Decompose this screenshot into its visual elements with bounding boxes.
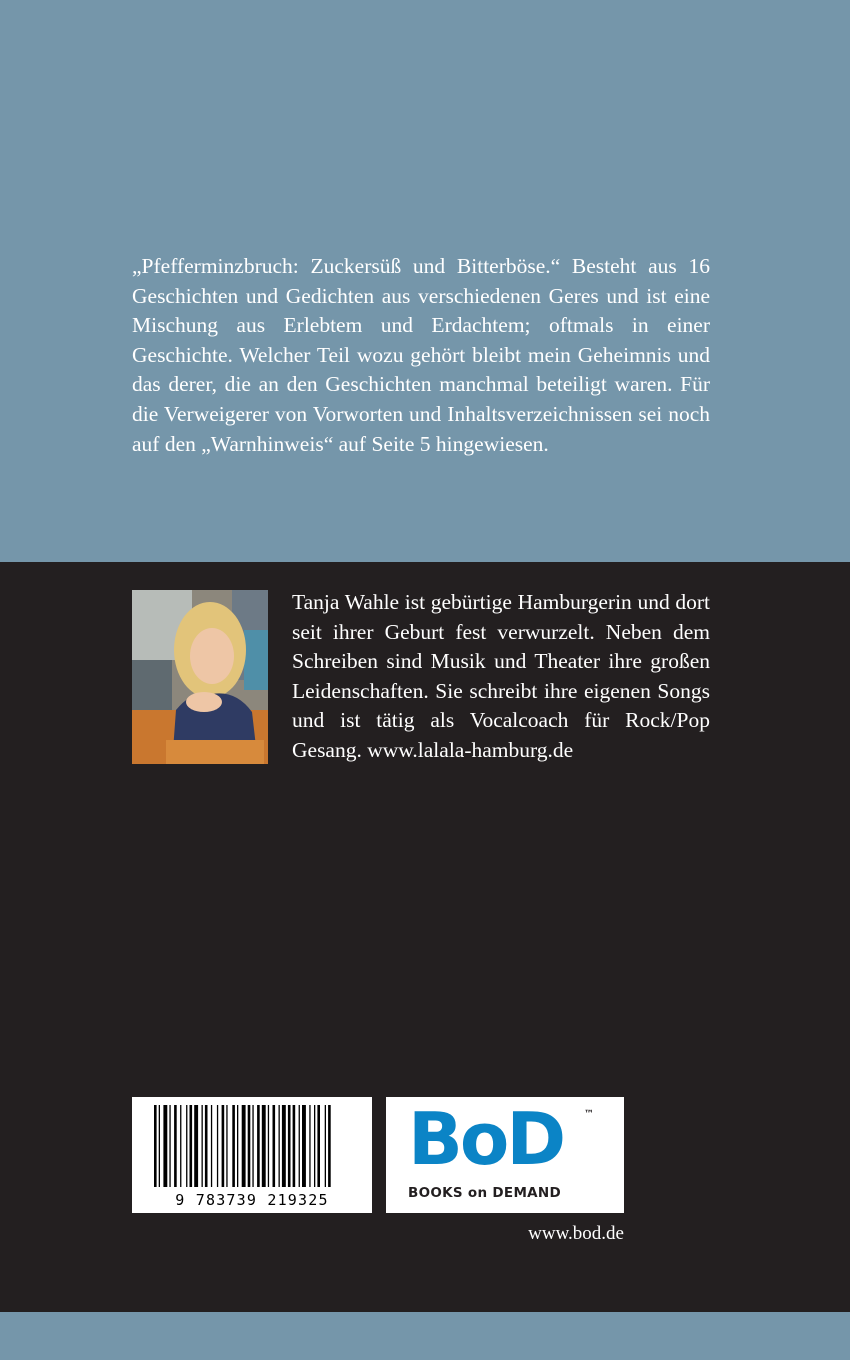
isbn-barcode (132, 1097, 372, 1213)
barcode-bar (237, 1105, 238, 1187)
barcode-bar (186, 1105, 187, 1187)
barcode-bar (328, 1105, 331, 1187)
barcode-bar (174, 1105, 177, 1187)
barcode-bar (154, 1105, 157, 1187)
barcode-bar (279, 1105, 280, 1187)
barcode-bar (314, 1105, 315, 1187)
author-portrait-image (132, 590, 268, 764)
barcode-bar (262, 1105, 266, 1187)
barcode-bar (226, 1105, 227, 1187)
trademark-mark: ™ (584, 1109, 594, 1120)
barcode-bar (205, 1105, 208, 1187)
barcode-bars (132, 1097, 372, 1193)
barcode-bar (317, 1105, 320, 1187)
barcode-bar (180, 1105, 181, 1187)
barcode-bar (252, 1105, 253, 1187)
publisher-url: www.bod.de (528, 1223, 624, 1244)
barcode-bar (232, 1105, 235, 1187)
barcode-bar (248, 1105, 251, 1187)
barcode-bar (309, 1105, 310, 1187)
barcode-bar (288, 1105, 291, 1187)
barcode-bar (242, 1105, 246, 1187)
barcode-digits: 9 783739 219325 (175, 1191, 329, 1209)
book-blurb: „Pfefferminzbruch: Zuckersüß und Bitterböse.“ Besteht aus 16 Geschichten und Gedichten aus verschiedenen Geres und ist eine Mischung aus Erlebtem und Erdachtem; oftmals in einer Geschichte. Welcher Teil wozu gehört bleibt mein Geheimnis und das derer, die an den Geschichten manchmal beteiligt waren. Für die Verweigerer von Vorworten und Inhaltsverzeichnissen sei noch auf den „Warnhinweis“ auf Seite 5 hingewiesen. (132, 254, 710, 456)
barcode-bar (325, 1105, 326, 1187)
barcode-bar (159, 1105, 160, 1187)
author-photo (132, 590, 268, 764)
barcode-bar (190, 1105, 193, 1187)
barcode-bar (273, 1105, 276, 1187)
barcode-bar (302, 1105, 306, 1187)
barcode-bar (222, 1105, 225, 1187)
barcode-bar (257, 1105, 260, 1187)
barcode-bar (163, 1105, 167, 1187)
barcode-bar (268, 1105, 269, 1187)
barcode-bar (169, 1105, 170, 1187)
barcode-bar (299, 1105, 300, 1187)
bod-logo-word: BoD (408, 1097, 564, 1181)
bottom-blue-strip (0, 1312, 850, 1360)
top-blue-band (0, 0, 850, 562)
bod-tagline: BOOKS on DEMAND (408, 1185, 562, 1201)
barcode-bar (282, 1105, 286, 1187)
author-bio: Tanja Wahle ist gebürtige Hamburgerin und dort seit ihrer Geburt fest verwurzelt. Neben dem Schreiben sind Musik und Theater ihre großen Leidenschaften. Sie schreibt ihre eigenen Songs und ist tätig als Vocalcoach für Rock/Pop Gesang. www.lalala-hamburg.de (292, 590, 710, 762)
barcode-bar (211, 1105, 212, 1187)
barcode-bar (217, 1105, 218, 1187)
barcode-bar (202, 1105, 203, 1187)
barcode-bar (293, 1105, 296, 1187)
publisher-logo (386, 1097, 624, 1213)
barcode-bar (194, 1105, 198, 1187)
